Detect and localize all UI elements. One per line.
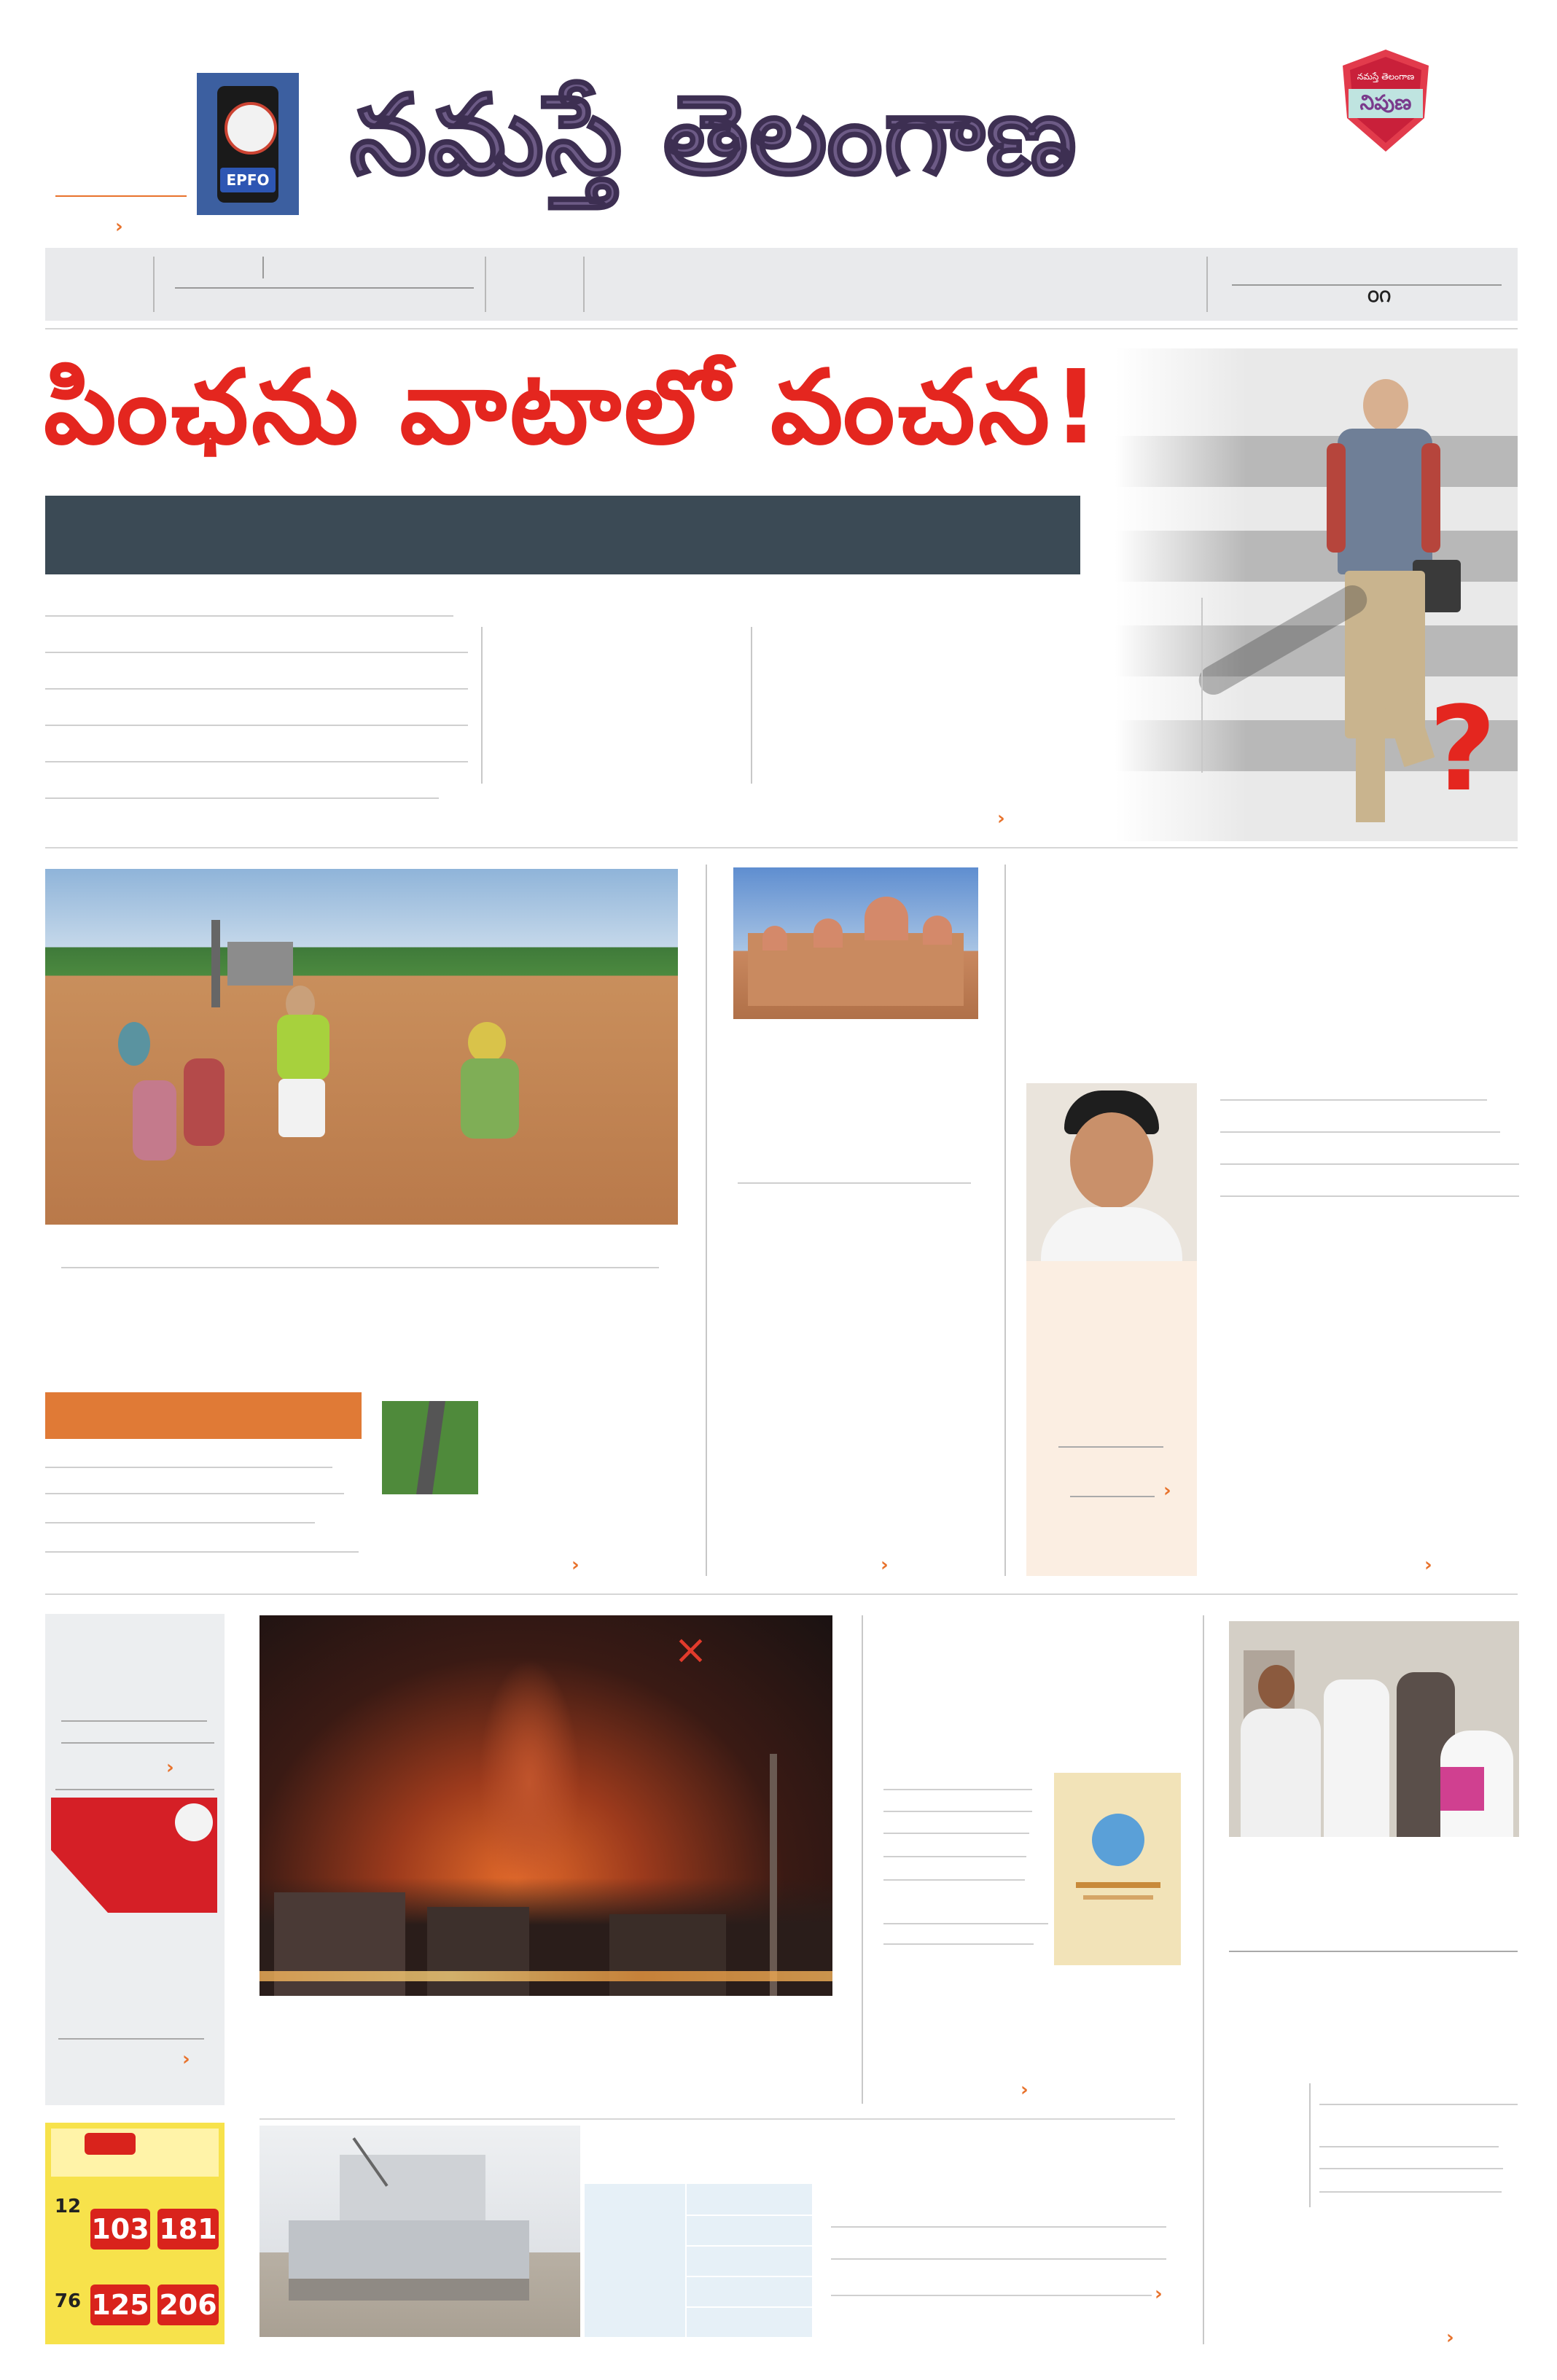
story-text-line <box>831 2295 1152 2296</box>
section-divider <box>45 847 1518 848</box>
story-text-line <box>1220 1131 1500 1133</box>
data-table-panel <box>585 2184 812 2337</box>
chevron-right-icon[interactable]: › <box>115 216 123 238</box>
chevron-right-icon[interactable]: › <box>881 1554 889 1576</box>
minister-quote-panel <box>1026 1261 1197 1576</box>
panel-text-line <box>61 1720 207 1722</box>
brief-text-line <box>45 1467 332 1468</box>
question-mark-icon: ? <box>1429 681 1496 817</box>
ad-side-number: 12 <box>54 2196 82 2217</box>
close-x-icon: × <box>674 1626 708 1674</box>
story-text-line <box>1319 2168 1503 2169</box>
badge-label: నిపుణ <box>1359 90 1412 114</box>
construction-building-photo <box>260 2126 580 2337</box>
date-bar-divider <box>262 257 264 278</box>
photo-caption-line <box>61 1267 659 1268</box>
high-court-building-photo <box>733 867 978 1019</box>
nipuna-badge[interactable] <box>1338 47 1433 155</box>
highway-thumbnail <box>382 1401 478 1494</box>
story-text-line <box>1319 2146 1499 2147</box>
story-text-line <box>883 1943 1034 1945</box>
badge-top-text: నమస్తే తెలంగాణ <box>1357 71 1415 82</box>
story-text-line <box>1319 2104 1518 2105</box>
lead-text-line <box>45 761 468 762</box>
section-divider <box>45 328 1518 329</box>
quote-rule <box>1058 1446 1163 1448</box>
chevron-right-icon[interactable]: › <box>997 808 1005 830</box>
epfo-label: EPFO <box>220 168 276 192</box>
chevron-right-icon[interactable]: › <box>1163 1480 1171 1502</box>
ad-price: 206 <box>157 2285 219 2325</box>
official-visit-photo <box>1229 1621 1519 1837</box>
date-bar-line <box>175 287 474 289</box>
chevron-right-icon[interactable]: › <box>166 1757 174 1779</box>
chevron-right-icon[interactable]: › <box>182 2048 190 2070</box>
date-bar-divider <box>153 257 155 312</box>
panel-text-line <box>58 2038 204 2040</box>
column-divider <box>862 1615 863 2104</box>
story-text-line <box>883 1856 1026 1857</box>
section-divider <box>45 1593 1518 1595</box>
orange-subhead-bar <box>45 1392 362 1439</box>
chevron-right-icon[interactable]: › <box>1446 2327 1454 2349</box>
lead-text-line <box>45 615 453 617</box>
lead-text-line <box>45 688 468 690</box>
date-bar-divider <box>583 257 585 312</box>
lead-text-line <box>45 725 468 726</box>
column-divider <box>751 627 752 784</box>
story-text-line <box>883 1789 1032 1790</box>
chevron-right-icon[interactable]: › <box>1424 1554 1432 1576</box>
column-divider <box>706 865 707 1576</box>
panel-text-line <box>61 1742 214 1744</box>
panel-text-line <box>55 1789 214 1790</box>
story-text-line <box>883 1811 1032 1812</box>
masthead-left-rule <box>55 195 187 197</box>
section-divider <box>260 2118 1175 2120</box>
story-text-line <box>883 1833 1029 1834</box>
lead-text-line <box>45 797 439 799</box>
story-text-line <box>883 1879 1025 1881</box>
fire-night-photo <box>260 1615 832 1996</box>
story-text-line <box>831 2258 1166 2260</box>
epfo-phone-image <box>197 73 299 215</box>
date-bar-line <box>1232 284 1502 286</box>
lead-dark-bar <box>45 496 1080 574</box>
story-text-line <box>1220 1099 1487 1101</box>
column-divider <box>1203 1615 1204 2344</box>
date-bar-divider <box>1206 257 1208 312</box>
chevron-right-icon[interactable]: › <box>571 1554 580 1576</box>
elderly-man-crossing-photo <box>1115 348 1518 841</box>
chevron-right-icon[interactable]: › <box>1021 2079 1029 2101</box>
column-divider <box>481 627 483 784</box>
column-divider <box>1004 865 1006 1576</box>
ad-price: 181 <box>157 2209 219 2250</box>
story-text-line <box>1220 1195 1519 1197</box>
price-advertisement[interactable] <box>45 2123 225 2344</box>
story-text-line <box>831 2226 1166 2228</box>
ad-price: 125 <box>90 2285 150 2325</box>
column-divider <box>1201 598 1203 773</box>
brief-text-line <box>738 1182 971 1184</box>
date-bar-divider <box>485 257 486 312</box>
lead-text-line <box>45 652 468 653</box>
lead-headline[interactable]: పింఛను వాటాలో వంచన! <box>44 348 1102 467</box>
chevron-right-icon[interactable]: › <box>1155 2283 1163 2305</box>
ad-price: 103 <box>90 2209 150 2250</box>
story-text-line <box>883 1923 1048 1924</box>
story-text-line <box>1220 1163 1519 1165</box>
red-promo-banner[interactable] <box>51 1798 217 1913</box>
brief-text-line <box>45 1522 315 1523</box>
column-divider <box>1309 2083 1311 2207</box>
date-number: ౦౧ <box>1367 286 1392 306</box>
masthead-title: నమస్తే తెలంగాణ <box>350 71 1078 199</box>
quote-rule <box>1070 1496 1155 1497</box>
brief-text-line <box>45 1493 344 1494</box>
story-text-line <box>1319 2191 1502 2193</box>
minister-portrait-photo <box>1026 1083 1197 1261</box>
caption-rule <box>1229 1951 1518 1952</box>
event-poster-image <box>1054 1773 1181 1965</box>
farm-workers-photo <box>45 869 678 1225</box>
ad-side-number: 76 <box>54 2290 82 2312</box>
brief-text-line <box>45 1551 359 1553</box>
